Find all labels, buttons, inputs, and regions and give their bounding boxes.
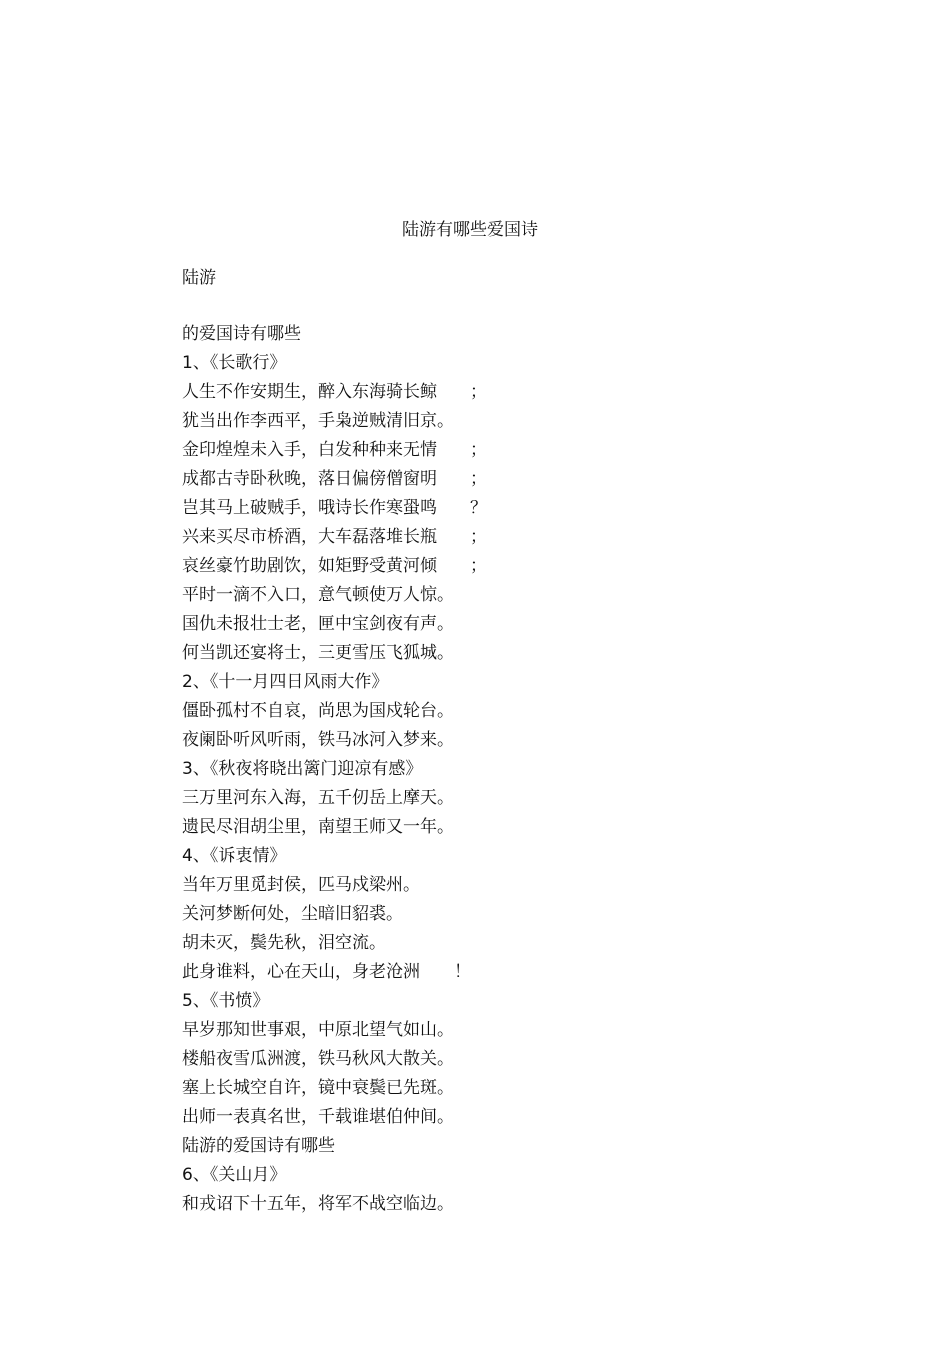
line-text: 3、《秋夜将晓出篱门迎凉有感》 <box>182 759 423 779</box>
poem-line <box>182 496 882 525</box>
document-body <box>182 266 882 1221</box>
text-line <box>182 266 882 295</box>
poem-line <box>182 786 882 815</box>
poem-line <box>182 1018 882 1047</box>
line-text: 陆游的爱国诗有哪些 <box>182 1136 335 1156</box>
poem-line <box>182 931 882 960</box>
poem-line <box>182 728 882 757</box>
line-text: 当年万里觅封侯，匹马戍梁州。 <box>182 875 420 895</box>
document-title <box>0 218 940 242</box>
poem-line <box>182 873 882 902</box>
line-punct: ； <box>470 382 487 402</box>
line-text: 楼船夜雪瓜洲渡，铁马秋风大散关。 <box>182 1049 454 1069</box>
section-heading <box>182 989 882 1018</box>
poem-line <box>182 612 882 641</box>
document-title-text: 陆游有哪些爱国诗 <box>402 220 538 240</box>
poem-line <box>182 699 882 728</box>
line-text: 遗民尽泪胡尘里，南望王师又一年。 <box>182 817 454 837</box>
line-text: 胡未灭，鬓先秋，泪空流。 <box>182 933 386 953</box>
line-text: 岂其马上破贼手，哦诗长作寒蛩鸣 <box>182 498 437 518</box>
line-text: 犹当出作李西平，手枭逆贼清旧京。 <box>182 411 454 431</box>
poem-line <box>182 815 882 844</box>
line-text: 1、《长歌行》 <box>182 353 287 373</box>
line-text: 塞上长城空自许，镜中衰鬓已先斑。 <box>182 1078 454 1098</box>
line-punct: ； <box>470 556 487 576</box>
poem-line <box>182 902 882 931</box>
line-text: 的爱国诗有哪些 <box>182 324 301 344</box>
section-heading <box>182 670 882 699</box>
line-text: 何当凯还宴将士，三更雪压飞狐城。 <box>182 643 454 663</box>
line-text: 国仇未报壮士老，匣中宝剑夜有声。 <box>182 614 454 634</box>
line-text: 兴来买尽市桥酒，大车磊落堆长瓶 <box>182 527 437 547</box>
line-text: 人生不作安期生，醉入东海骑长鲸 <box>182 382 437 402</box>
text-line <box>182 322 882 351</box>
line-text: 6、《关山月》 <box>182 1165 287 1185</box>
poem-line <box>182 641 882 670</box>
line-punct: ； <box>470 527 487 547</box>
section-heading <box>182 757 882 786</box>
line-punct: ！ <box>454 962 471 982</box>
poem-line <box>182 1076 882 1105</box>
line-text: 陆游 <box>182 268 216 288</box>
poem-line <box>182 409 882 438</box>
line-text: 5、《书愤》 <box>182 991 270 1011</box>
line-punct: ？ <box>470 498 487 518</box>
poem-line <box>182 960 882 989</box>
poem-line <box>182 525 882 554</box>
line-text: 金印煌煌未入手，白发种种来无情 <box>182 440 437 460</box>
line-text: 此身谁料，心在天山，身老沧洲 <box>182 962 420 982</box>
line-text: 平时一滴不入口，意气顿使万人惊。 <box>182 585 454 605</box>
poem-line <box>182 380 882 409</box>
line-text: 三万里河东入海，五千仞岳上摩天。 <box>182 788 454 808</box>
line-punct: ； <box>470 440 487 460</box>
line-text: 关河梦断何处，尘暗旧貂裘。 <box>182 904 403 924</box>
poem-line <box>182 1192 882 1221</box>
text-line <box>182 1134 882 1163</box>
line-text: 哀丝豪竹助剧饮，如矩野受黄河倾 <box>182 556 437 576</box>
poem-line <box>182 467 882 496</box>
line-text: 出师一表真名世，千载谁堪伯仲间。 <box>182 1107 454 1127</box>
poem-line <box>182 554 882 583</box>
section-heading <box>182 844 882 873</box>
line-text: 成都古寺卧秋晚，落日偏傍僧窗明 <box>182 469 437 489</box>
line-text: 僵卧孤村不自哀，尚思为国戍轮台。 <box>182 701 454 721</box>
line-text: 4、《诉衷情》 <box>182 846 287 866</box>
poem-line <box>182 1047 882 1076</box>
poem-line <box>182 583 882 612</box>
line-text: 2、《十一月四日风雨大作》 <box>182 672 389 692</box>
line-text: 和戎诏下十五年，将军不战空临边。 <box>182 1194 454 1214</box>
section-heading <box>182 1163 882 1192</box>
poem-line <box>182 1105 882 1134</box>
line-text: 早岁那知世事艰，中原北望气如山。 <box>182 1020 454 1040</box>
line-text: 夜阑卧听风听雨，铁马冰河入梦来。 <box>182 730 454 750</box>
line-punct: ； <box>470 469 487 489</box>
poem-line <box>182 438 882 467</box>
section-heading <box>182 351 882 380</box>
